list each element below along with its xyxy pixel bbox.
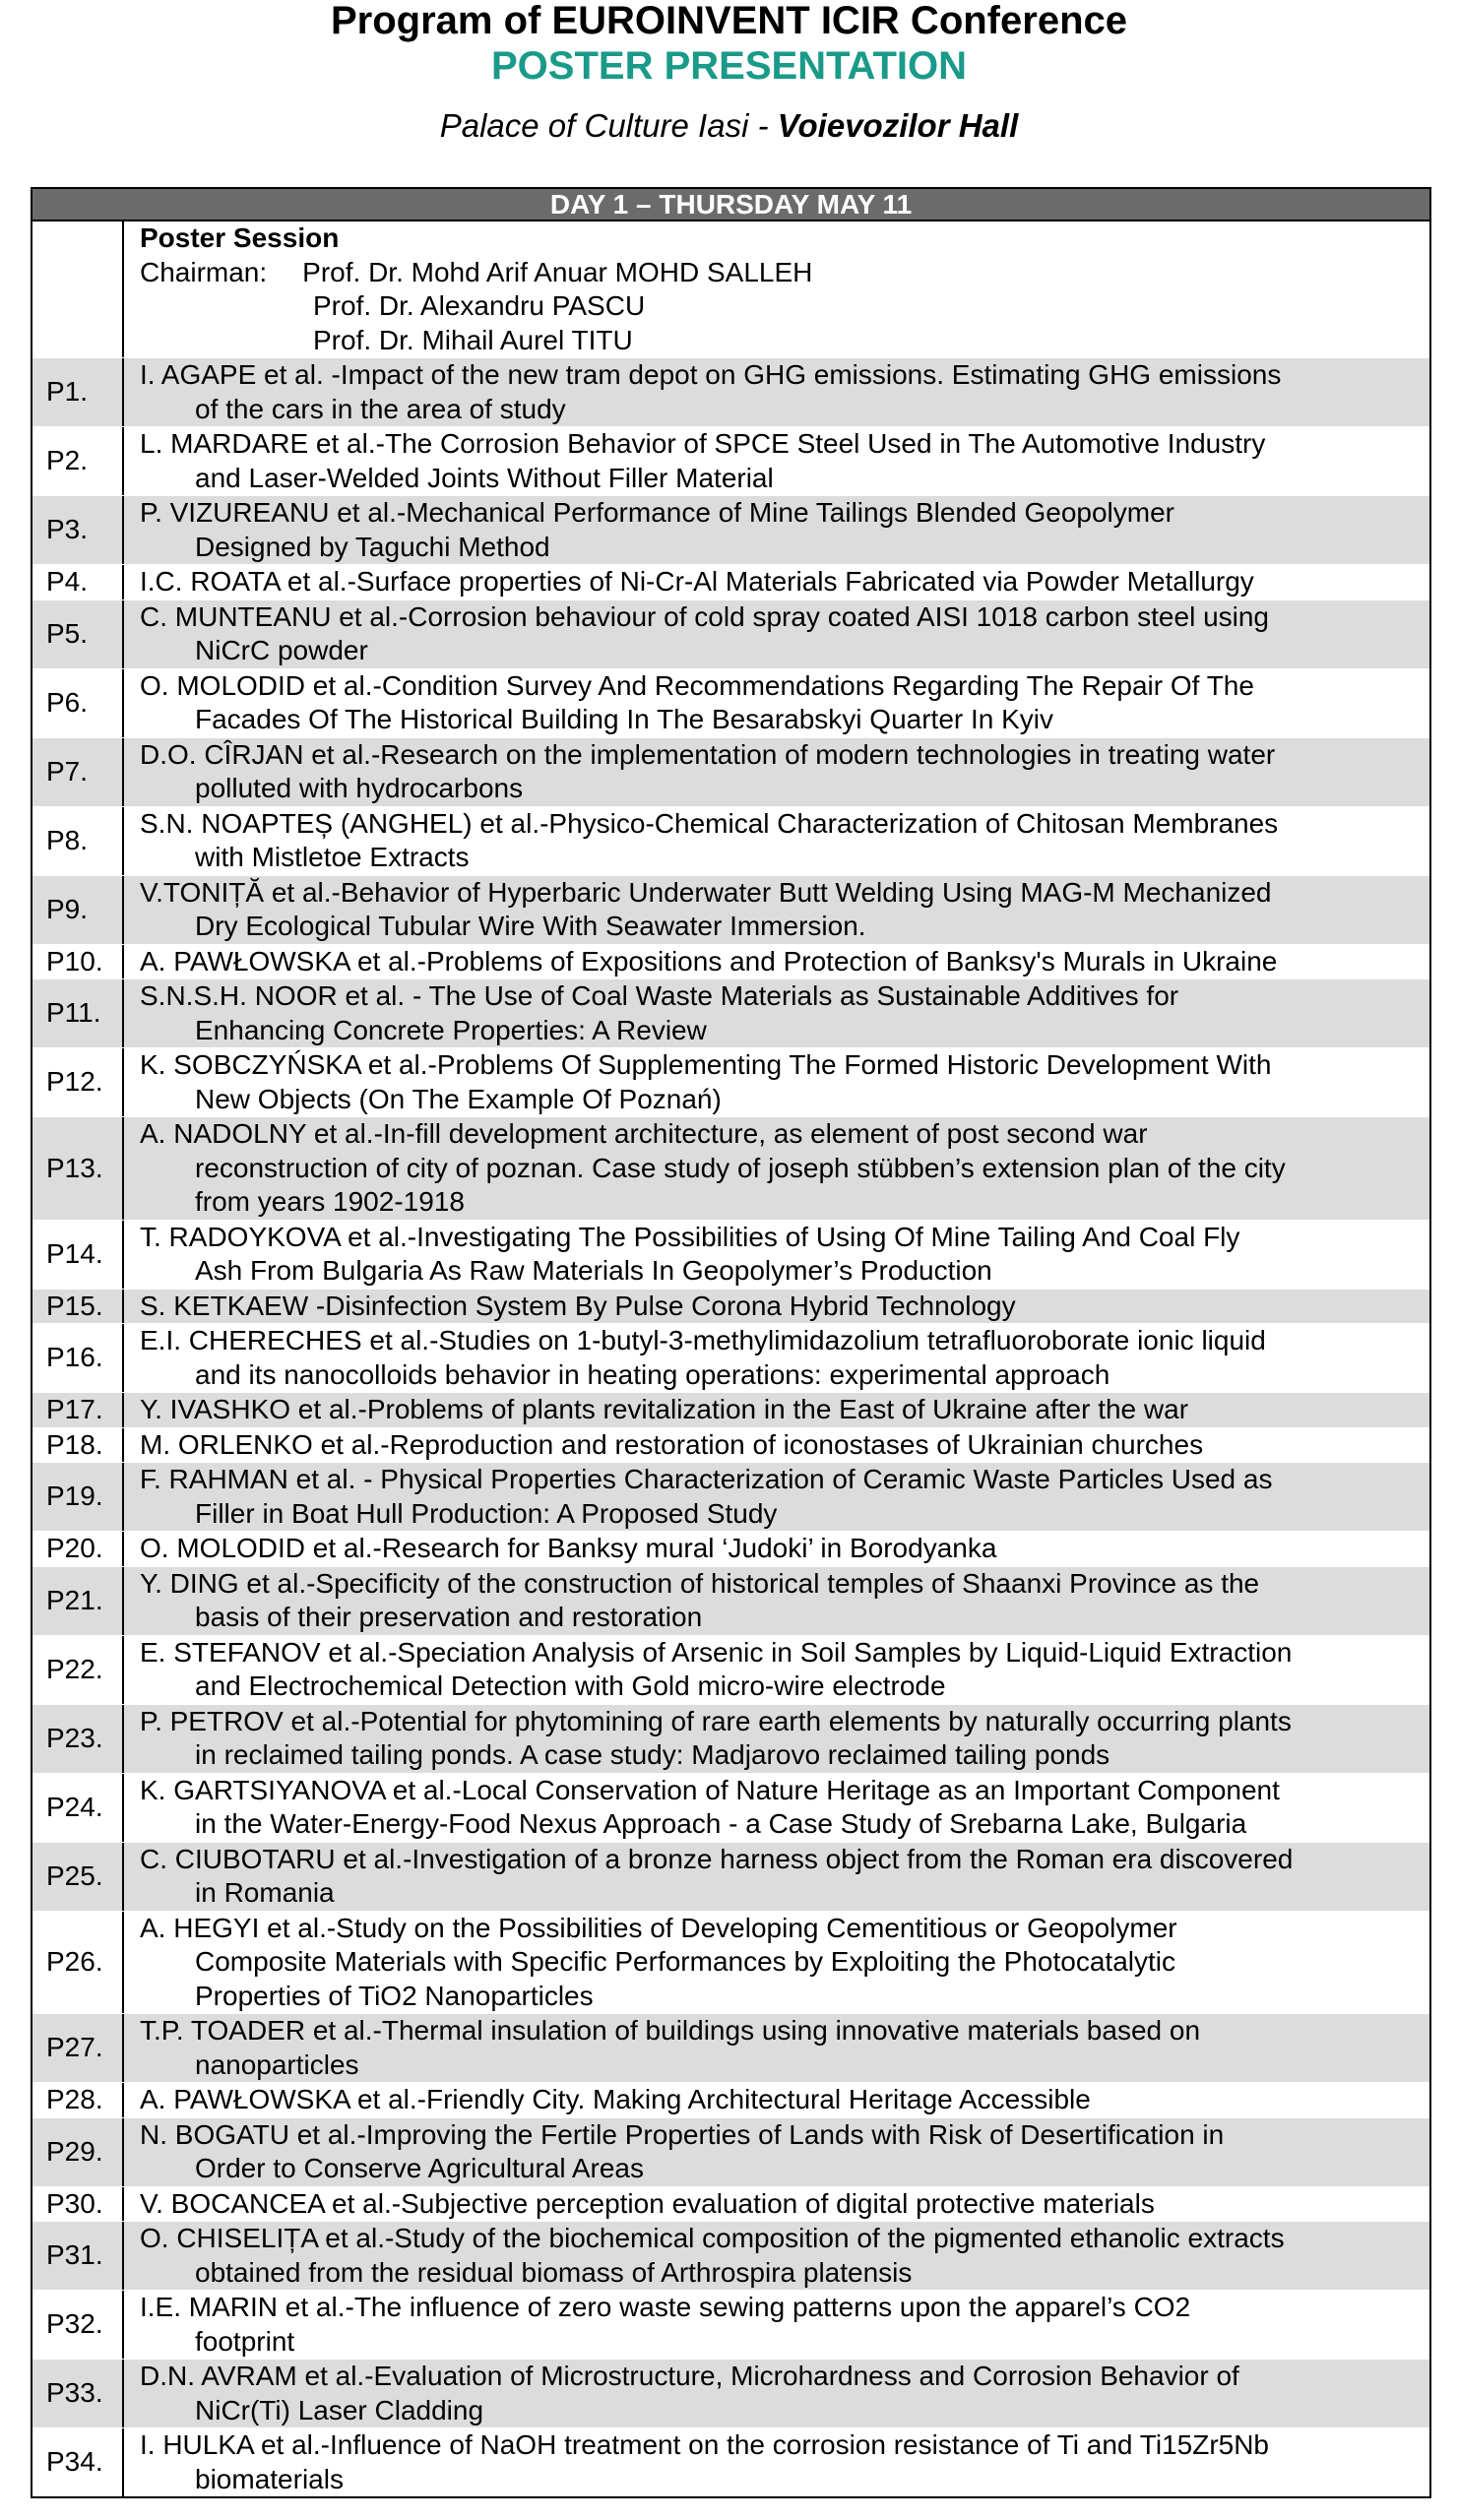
poster-number: P3. (32, 496, 124, 564)
poster-line: O. CHISELIȚA et al.-Study of the biochemical composition of the pigmented ethanolic extracts (140, 2223, 1285, 2253)
poster-number: P13. (32, 1117, 124, 1220)
poster-line: I. HULKA et al.-Influence of NaOH treatment on the corrosion resistance of Ti and Ti15Zr5Nb (140, 2429, 1270, 2460)
venue-prefix: Palace of Culture Iasi - (439, 107, 778, 144)
poster-number: P7. (32, 738, 124, 806)
table-row (32, 1220, 1429, 1289)
table-row (32, 737, 1429, 806)
table-row (32, 1635, 1429, 1704)
table-row (32, 357, 1429, 426)
poster-text (124, 496, 1429, 564)
poster-text (124, 2360, 1429, 2427)
poster-line: New Objects (On The Example Of Poznań) (195, 1083, 722, 1114)
poster-number: P6. (32, 669, 124, 737)
poster-number: P20. (32, 1532, 124, 1566)
poster-text (124, 358, 1429, 426)
table-row (32, 2221, 1429, 2290)
poster-line: A. PAWŁOWSKA et al.-Friendly City. Making Architectural Heritage Accessible (140, 2084, 1091, 2114)
table-row (32, 1116, 1429, 1220)
poster-line: E. STEFANOV et al.-Speciation Analysis of Arsenic in Soil Samples by Liquid-Liquid Extraction (140, 1636, 1293, 1668)
poster-text (124, 1567, 1429, 1635)
venue-line (0, 106, 1458, 146)
poster-line: in Romania (195, 1877, 335, 1908)
poster-text (124, 1324, 1429, 1392)
table-row (32, 806, 1429, 875)
poster-text (124, 600, 1429, 668)
poster-line: C. MUNTEANU et al.-Corrosion behaviour of cold spray coated AISI 1018 carbon steel using (140, 600, 1270, 632)
session-title: Poster Session (140, 222, 340, 253)
poster-number: P17. (32, 1393, 124, 1427)
chair-1: Prof. Dr. Mohd Arif Anuar MOHD SALLEH (302, 256, 813, 287)
poster-text (124, 669, 1429, 737)
table-row (32, 1427, 1429, 1463)
poster-line: in the Water-Energy-Food Nexus Approach - a Case Study of Srebarna Lake, Bulgaria (195, 1808, 1247, 1839)
poster-line: basis of their preservation and restoration (195, 1602, 703, 1632)
table-row (32, 426, 1429, 495)
poster-line: L. MARDARE et al.-The Corrosion Behavior of SPCE Steel Used in The Automotive Industry (140, 428, 1266, 459)
session-number-cell (32, 221, 124, 357)
poster-text (124, 1221, 1429, 1289)
poster-number: P9. (32, 876, 124, 944)
poster-line: NiCr(Ti) Laser Cladding (195, 2394, 484, 2426)
poster-line: I.E. MARIN et al.-The influence of zero waste sewing patterns upon the apparel’s CO2 (140, 2292, 1191, 2322)
poster-text (124, 1636, 1429, 1704)
poster-text (124, 1048, 1429, 1116)
poster-line: biomaterials (195, 2463, 344, 2494)
poster-number: P29. (32, 2118, 124, 2186)
poster-number: P12. (32, 1048, 124, 1116)
poster-number: P19. (32, 1463, 124, 1531)
poster-text (124, 2291, 1429, 2359)
poster-table (31, 187, 1431, 2498)
poster-number: P11. (32, 979, 124, 1047)
table-row (32, 1531, 1429, 1566)
poster-text (124, 1463, 1429, 1531)
poster-number: P32. (32, 2291, 124, 2359)
page-subtitle: POSTER PRESENTATION (490, 44, 967, 88)
poster-line: I. AGAPE et al. -Impact of the new tram depot on GHG emissions. Estimating GHG emissions (140, 359, 1282, 390)
poster-line: N. BOGATU et al.-Improving the Fertile Properties of Lands with Risk of Desertification in (140, 2118, 1225, 2150)
table-row (32, 1462, 1429, 1531)
poster-number: P4. (32, 565, 124, 599)
poster-text (124, 2187, 1429, 2222)
poster-number: P8. (32, 807, 124, 875)
chair-3: Prof. Dr. Mihail Aurel TITU (313, 324, 633, 355)
table-row (32, 2290, 1429, 2359)
poster-list (32, 357, 1429, 2496)
poster-number: P22. (32, 1636, 124, 1704)
poster-text (124, 738, 1429, 806)
poster-line: K. GARTSIYANOVA et al.-Local Conservation of Nature Heritage as an Important Component (140, 1774, 1280, 1805)
poster-text (124, 1774, 1429, 1842)
poster-text (124, 807, 1429, 875)
poster-number: P14. (32, 1221, 124, 1289)
poster-line: Composite Materials with Specific Performances by Exploiting the Photocatalytic (195, 1946, 1175, 1977)
poster-number: P23. (32, 1705, 124, 1773)
poster-line: of the cars in the area of study (195, 393, 566, 424)
poster-line: V. BOCANCEA et al.-Subjective perception evaluation of digital protective materials (140, 2187, 1155, 2219)
poster-line: Dry Ecological Tubular Wire With Seawater Immersion. (195, 911, 866, 941)
chair-label: Chairman: (140, 256, 268, 287)
poster-line: A. NADOLNY et al.-In-fill development architecture, as element of post second war (140, 1118, 1148, 1149)
poster-line: D.O. CÎRJAN et al.-Research on the implementation of modern technologies in treating water (140, 738, 1276, 770)
poster-number: P25. (32, 1843, 124, 1911)
poster-line: reconstruction of city of poznan. Case study of joseph stübben’s extension plan of the city (195, 1152, 1286, 1183)
day-header: DAY 1 – THURSDAY MAY 11 (32, 189, 1429, 221)
poster-text (124, 1117, 1429, 1220)
poster-line: C. CIUBOTARU et al.-Investigation of a bronze harness object from the Roman era discovered (140, 1843, 1294, 1874)
poster-number: P15. (32, 1290, 124, 1324)
poster-line: Ash From Bulgaria As Raw Materials In Geopolymer’s Production (195, 1255, 992, 1286)
table-row (32, 2117, 1429, 2186)
table-row (32, 1566, 1429, 1635)
poster-text (124, 2222, 1429, 2290)
poster-text (124, 2118, 1429, 2186)
page-title: Program of EUROINVENT ICIR Conference (330, 0, 1127, 42)
table-row (32, 495, 1429, 564)
poster-number: P16. (32, 1324, 124, 1392)
poster-line: in reclaimed tailing ponds. A case study: Madjarovo reclaimed tailing ponds (195, 1739, 1110, 1770)
poster-text (124, 945, 1429, 979)
poster-line: M. ORLENKO et al.-Reproduction and restoration of iconostases of Ukrainian churches (140, 1428, 1204, 1460)
poster-line: Properties of TiO2 Nanoparticles (195, 1980, 594, 2011)
poster-number: P31. (32, 2222, 124, 2290)
table-row (32, 1704, 1429, 1773)
poster-line: P. VIZUREANU et al.-Mechanical Performance of Mine Tailings Blended Geopolymer (140, 497, 1174, 528)
poster-line: and its nanocolloids behavior in heating operations: experimental approach (195, 1358, 1110, 1390)
table-row (32, 1323, 1429, 1392)
poster-line: from years 1902-1918 (195, 1186, 465, 1217)
poster-number: P33. (32, 2360, 124, 2427)
poster-text (124, 1290, 1429, 1324)
session-info (124, 221, 1429, 357)
poster-text (124, 1532, 1429, 1566)
poster-number: P2. (32, 427, 124, 495)
poster-number: P5. (32, 600, 124, 668)
poster-line: and Laser-Welded Joints Without Filler Material (195, 462, 774, 493)
poster-number: P21. (32, 1567, 124, 1635)
poster-number: P10. (32, 945, 124, 979)
poster-line: nanoparticles (195, 2048, 359, 2080)
poster-line: obtained from the residual biomass of Arthrospira platensis (195, 2256, 913, 2288)
poster-line: NiCrC powder (195, 635, 368, 665)
poster-number: P1. (32, 358, 124, 426)
poster-text (124, 876, 1429, 944)
poster-line: I.C. ROATA et al.-Surface properties of Ni-Cr-Al Materials Fabricated via Powder Metallurgy (140, 566, 1254, 597)
table-row (32, 875, 1429, 944)
poster-line: D.N. AVRAM et al.-Evaluation of Microstructure, Microhardness and Corrosion Behavior of (140, 2361, 1239, 2391)
poster-line: O. MOLODID et al.-Condition Survey And Recommendations Regarding The Repair Of The (140, 669, 1254, 701)
poster-line: S. KETKAEW -Disinfection System By Pulse Corona Hybrid Technology (140, 1290, 1016, 1321)
poster-text (124, 2014, 1429, 2082)
table-row (32, 1911, 1429, 2014)
table-row (32, 2013, 1429, 2082)
poster-line: T.P. TOADER et al.-Thermal insulation of buildings using innovative materials based on (140, 2015, 1201, 2046)
poster-number: P30. (32, 2187, 124, 2222)
poster-line: polluted with hydrocarbons (195, 773, 524, 803)
poster-line: Order to Conserve Agricultural Areas (195, 2153, 644, 2183)
table-row (32, 599, 1429, 668)
table-row (32, 2427, 1429, 2496)
poster-line: and Electrochemical Detection with Gold micro-wire electrode (195, 1670, 946, 1701)
poster-number: P34. (32, 2428, 124, 2496)
session-row (32, 221, 1429, 357)
poster-text (124, 1843, 1429, 1911)
poster-line: S.N. NOAPTEȘ (ANGHEL) et al.-Physico-Chemical Characterization of Chitosan Membranes (140, 807, 1279, 839)
poster-number: P26. (32, 1912, 124, 2014)
poster-text (124, 2428, 1429, 2496)
poster-line: K. SOBCZYŃSKA et al.-Problems Of Supplementing The Formed Historic Development With (140, 1049, 1272, 1080)
table-row (32, 978, 1429, 1047)
poster-text (124, 1428, 1429, 1463)
venue-hall: Voievozilor Hall (777, 107, 1019, 144)
poster-text (124, 565, 1429, 599)
table-row (32, 1392, 1429, 1427)
poster-text (124, 2083, 1429, 2117)
poster-line: footprint (195, 2325, 295, 2357)
table-row (32, 1047, 1429, 1116)
poster-number: P18. (32, 1428, 124, 1463)
table-row (32, 2186, 1429, 2222)
poster-number: P24. (32, 1774, 124, 1842)
table-row (32, 564, 1429, 599)
poster-line: E.I. CHERECHES et al.-Studies on 1-butyl-3-methylimidazolium tetrafluoroborate ionic liquid (140, 1325, 1266, 1355)
poster-line: P. PETROV et al.-Potential for phytomining of rare earth elements by naturally occurring plants (140, 1705, 1292, 1736)
poster-line: Y. IVASHKO et al.-Problems of plants revitalization in the East of Ukraine after the war (140, 1394, 1189, 1424)
chair-2: Prof. Dr. Alexandru PASCU (313, 290, 646, 321)
poster-line: Filler in Boat Hull Production: A Proposed Study (195, 1497, 778, 1529)
poster-line: A. HEGYI et al.-Study on the Possibilities of Developing Cementitious or Geopolymer (140, 1912, 1177, 1943)
poster-number: P28. (32, 2083, 124, 2117)
poster-line: V.TONIȚĂ et al.-Behavior of Hyperbaric Underwater Butt Welding Using MAG-M Mechanized (140, 876, 1272, 908)
poster-number: P27. (32, 2014, 124, 2082)
poster-line: F. RAHMAN et al. - Physical Properties Characterization of Ceramic Waste Particles Used as (140, 1464, 1273, 1494)
table-row (32, 1773, 1429, 1842)
poster-text (124, 1912, 1429, 2014)
table-row (32, 1289, 1429, 1324)
poster-line: S.N.S.H. NOOR et al. - The Use of Coal Waste Materials as Sustainable Additives for (140, 980, 1179, 1011)
poster-line: A. PAWŁOWSKA et al.-Problems of Expositions and Protection of Banksy's Murals in Ukraine (140, 945, 1278, 976)
poster-text (124, 427, 1429, 495)
table-row (32, 944, 1429, 979)
table-row (32, 1842, 1429, 1911)
poster-line: with Mistletoe Extracts (195, 842, 470, 872)
poster-line: Facades Of The Historical Building In The Besarabskyi Quarter In Kyiv (195, 704, 1054, 734)
poster-line: T. RADOYKOVA et al.-Investigating The Possibilities of Using Of Mine Tailing And Coal Fly (140, 1221, 1240, 1252)
poster-line: O. MOLODID et al.-Research for Banksy mural ‘Judoki’ in Borodyanka (140, 1533, 997, 1563)
poster-text (124, 1705, 1429, 1773)
table-row (32, 2082, 1429, 2117)
poster-text (124, 1393, 1429, 1427)
poster-line: Designed by Taguchi Method (195, 531, 550, 562)
poster-text (124, 979, 1429, 1047)
table-row (32, 668, 1429, 737)
table-row (32, 2359, 1429, 2427)
poster-line: Enhancing Concrete Properties: A Review (195, 1014, 707, 1045)
poster-line: Y. DING et al.-Specificity of the construction of historical temples of Shaanxi Province as the (140, 1567, 1260, 1599)
